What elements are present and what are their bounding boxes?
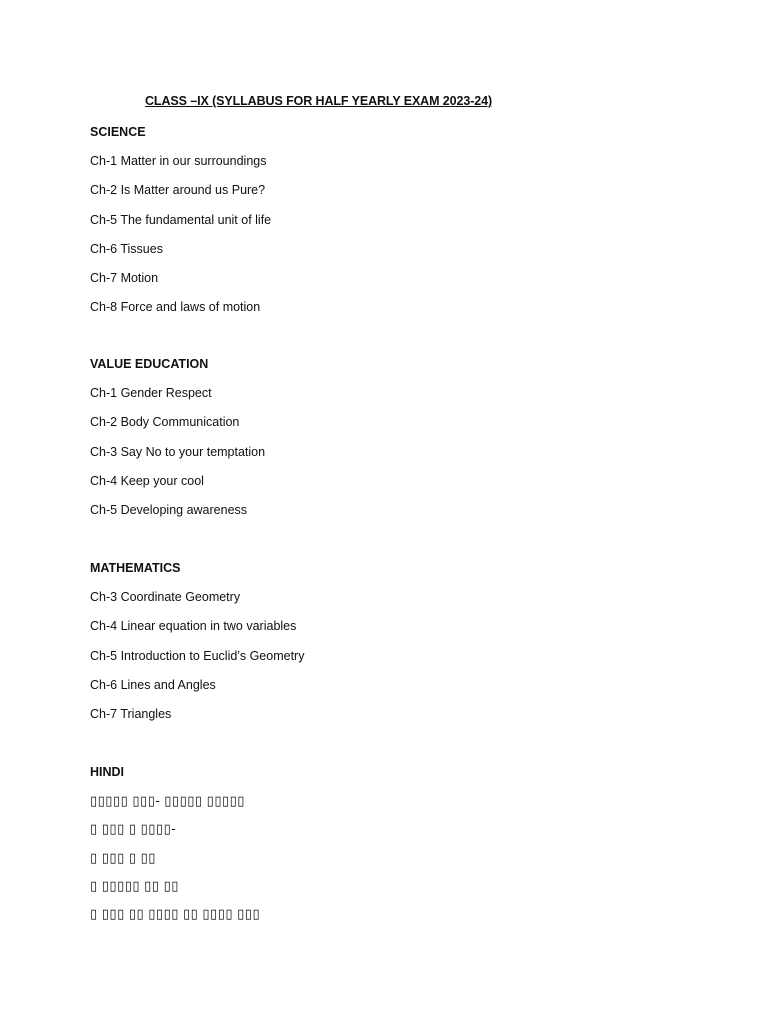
section-heading: SCIENCE <box>90 125 146 139</box>
list-item: Ch-2 Is Matter around us Pure? <box>90 183 266 198</box>
section-heading: HINDI <box>90 765 125 779</box>
list-item: Ch-1 Gender Respect <box>90 386 212 401</box>
list-item: Ch-7 Motion <box>90 270 159 285</box>
list-item: Ch-7 Triangles <box>90 706 172 721</box>
list-item: Ch-3 Say No to your temptation <box>90 444 266 459</box>
page-title: CLASS –IX (SYLLABUS FOR HALF YEARLY EXAM 2023-24) <box>145 94 493 108</box>
list-item: ▯ ▯▯▯ ▯▯ ▯▯▯▯ ▯▯ ▯▯▯▯ ▯▯▯ <box>90 905 261 921</box>
list-item: Ch-6 Tissues <box>90 241 163 256</box>
list-item: Ch-3 Coordinate Geometry <box>90 590 241 605</box>
section-science <box>90 124 690 328</box>
list-item: Ch-5 Introduction to Euclid’s Geometry <box>90 648 305 663</box>
list-item: Ch-4 Linear equation in two variables <box>90 619 297 634</box>
list-item: Ch-5 The fundamental unit of life <box>90 212 272 227</box>
section-heading: VALUE EDUCATION <box>90 357 209 371</box>
list-item: Ch-5 Developing awareness <box>90 502 248 517</box>
list-item: ▯ ▯▯▯ ▯ ▯▯▯▯- <box>90 821 177 837</box>
section-value-education <box>90 356 690 531</box>
section-hindi <box>90 764 690 934</box>
list-item: Ch-1 Matter in our surroundings <box>90 154 267 169</box>
list-item: ▯ ▯▯▯ ▯ ▯▯ <box>90 849 156 865</box>
list-item: Ch-4 Keep your cool <box>90 473 204 488</box>
list-item: ▯▯▯▯▯ ▯▯▯- ▯▯▯▯▯ ▯▯▯▯▯ <box>90 793 245 809</box>
section-mathematics <box>90 560 690 735</box>
section-heading: MATHEMATICS <box>90 561 181 575</box>
list-item: ▯ ▯▯▯▯▯ ▯▯ ▯▯ <box>90 877 179 893</box>
list-item: Ch-6 Lines and Angles <box>90 677 216 692</box>
list-item: Ch-2 Body Communication <box>90 415 240 430</box>
list-item: Ch-8 Force and laws of motion <box>90 300 261 315</box>
